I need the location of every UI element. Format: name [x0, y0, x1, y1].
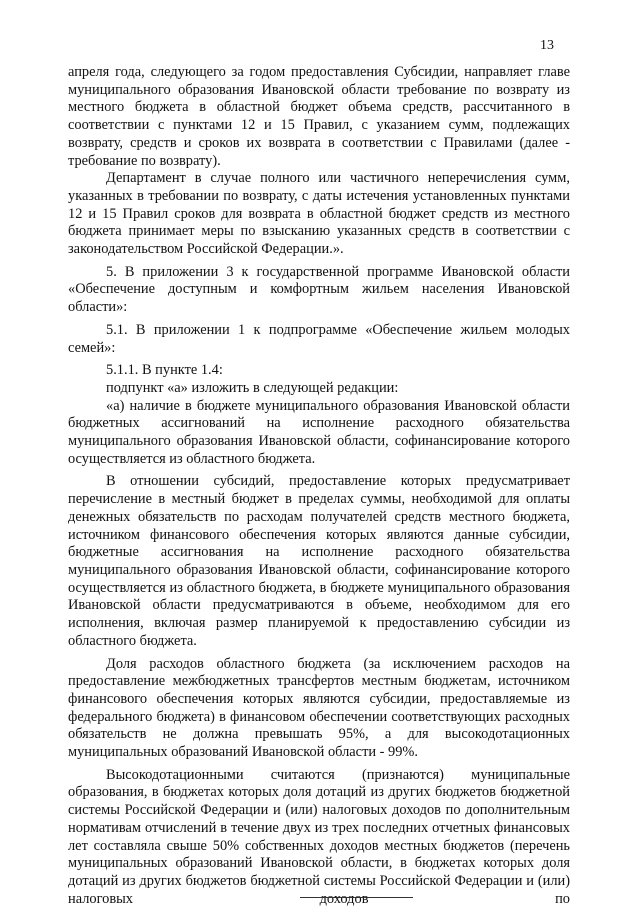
paragraph-item-5-1-1: 5.1.1. В пункте 1.4: — [106, 362, 223, 379]
paragraph-continuation: апреля года, следующего за годом предоставления Субсидии, направляет главе муниципального образования Ивановской области требование по возврату из местного бюджета в областной бюджет объема средств, рассчитанного в соответствии с пунктами 12 и 15 Правил, с указанием сумм, подлежащих возврату, средств и сроков их возврата в соответствии с Правилами (далее - требование по возврату). — [68, 64, 570, 169]
paragraph-department: Департамент в случае полного или частичного неперечисления сумм, указанных в требовании по возврату, с даты истечения установленных пунктами 12 и 15 Правил сроков для возврата в областной бюджет средств из местного бюджета принимает меры по взысканию указанных средств в соответствии с законодательством Российской Федерации.». — [68, 170, 570, 258]
document-body — [68, 64, 570, 908]
paragraph-subsidies: В отношении субсидий, предоставление которых предусматривает перечисление в местный бюджет в пределах суммы, необходимой для оплаты денежных обязательств по расходам получателей средств местного бюджета, источником финансового обеспечения которых являются данные субсидии, бюджетные ассигнования на исполнение расходного обязательства муниципального образования Ивановской области, софинансирование которого осуществляется из областного бюджета, в бюджете муниципального образования Ивановской области предусматриваются в объеме, необходимом для его исполнения, включая размер планируемой к предоставлению субсидии из областного бюджета. — [68, 473, 570, 649]
paragraph-item-5: 5. В приложении 3 к государственной программе Ивановской области «Обеспечение доступным и комфортным жильем населения Ивановской области»: — [68, 263, 570, 316]
footer-rule — [300, 897, 413, 898]
page-number: 13 — [540, 38, 554, 53]
paragraph-subitem-a: «а) наличие в бюджете муниципального образования Ивановской области бюджетных ассигнований на исполнение расходного обязательства муниципального образования Ивановской области, софинансирование которого осуществляется из областного бюджета. — [68, 397, 570, 467]
paragraph-item-5-1: 5.1. В приложении 1 к подпрограмме «Обеспечение жильем молодых семей»: — [68, 321, 570, 356]
paragraph-subitem-a-intro: подпункт «а» изложить в следующей редакции: — [106, 379, 399, 396]
paragraph-budget-share: Доля расходов областного бюджета (за исключением расходов на предоставление межбюджетных трансфертов местным бюджетам, источником финансового обеспечения которых являются субсидии, предоставляемые из федерального бюджета) в финансовом обеспечении соответствующих расходных обязательств не должна превышать 95%, а для высокодотационных муниципальных образований Ивановской области - 99%. — [68, 655, 570, 761]
paragraph-high-subsidy: Высокодотационными считаются (признаются) муниципальные образования, в бюджетах которых доля дотаций из других бюджетов бюджетной системы Российской Федерации и (или) налоговых доходов по дополнительным нормативам отчислений в течение двух из трех последних отчетных финансовых лет составляла свыше 50% собственных доходов местных бюджетов (перечень муниципальных образований Ивановской области, в бюджетах которых доля дотаций из других бюджетов бюджетной системы Российской Федерации и (или) налоговых доходов по — [68, 766, 570, 907]
